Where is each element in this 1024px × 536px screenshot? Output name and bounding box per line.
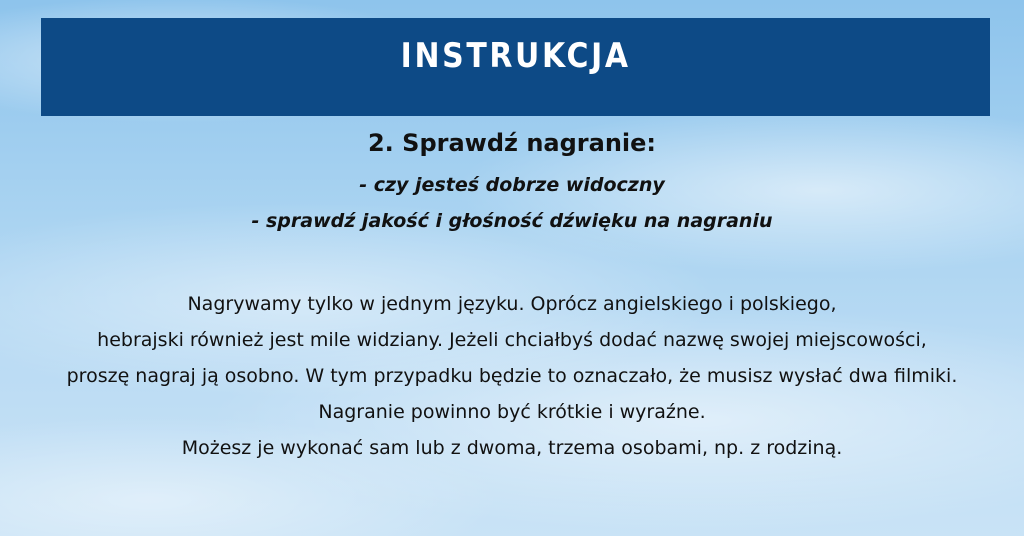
title-banner (41, 18, 990, 116)
step-bullet-visibility: - czy jesteś dobrze widoczny (359, 174, 665, 196)
instructions-line: Możesz je wykonać sam lub z dwoma, trzema osobami, np. z rodziną. (181, 437, 843, 459)
banner-title: INSTRUKCJA (400, 36, 631, 76)
step-title: 2. Sprawdź nagranie: (367, 129, 657, 157)
instructions-line: hebrajski również jest mile widziany. Jeżeli chciałbyś dodać nazwę swojej miejscowości, (97, 329, 927, 351)
step-bullet-sound-quality: - sprawdź jakość i głośność dźwięku na nagraniu (251, 210, 773, 232)
instructions-line: Nagranie powinno być krótkie i wyraźne. (318, 401, 706, 423)
instructions-line: proszę nagraj ją osobno. W tym przypadku będzie to oznaczało, że musisz wysłać dwa filmiki. (66, 365, 958, 387)
instructions-line: Nagrywamy tylko w jednym języku. Oprócz angielskiego i polskiego, (187, 293, 837, 315)
instructions-paragraph (0, 286, 1024, 466)
